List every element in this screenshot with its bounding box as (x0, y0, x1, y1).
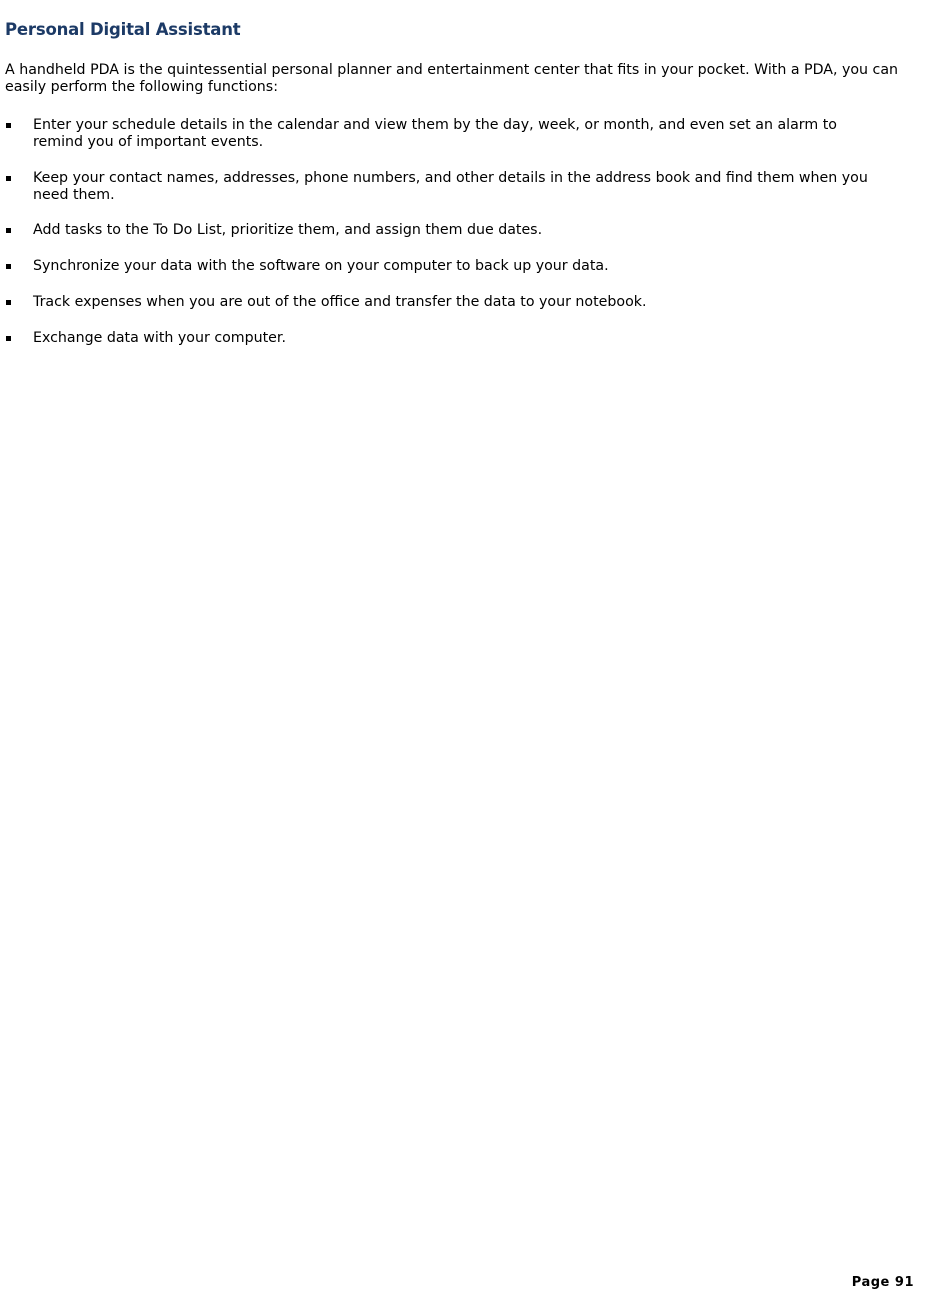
square-bullet-icon (6, 176, 11, 181)
list-item-text: Track expenses when you are out of the office and transfer the data to your notebook. (33, 294, 647, 310)
list-item-text: Enter your schedule details in the calendar and view them by the day, week, or month, and even set an alarm to remind you of important events. (33, 117, 837, 150)
list-item-text: Keep your contact names, addresses, phone numbers, and other details in the address book and find them when you need them. (33, 170, 868, 203)
square-bullet-icon (6, 264, 11, 269)
list-item-text: Exchange data with your computer. (33, 330, 286, 346)
square-bullet-icon (6, 300, 11, 305)
list-item-text: Add tasks to the To Do List, prioritize them, and assign them due dates. (33, 222, 543, 238)
list-item-text: Synchronize your data with the software on your computer to back up your data. (33, 258, 609, 274)
page-title: Personal Digital Assistant (5, 20, 241, 39)
square-bullet-icon (6, 123, 11, 128)
square-bullet-icon (6, 336, 11, 341)
intro-paragraph: A handheld PDA is the quintessential personal planner and entertainment center that fits in your pocket. With a PDA, you can easily perform the following functions: (5, 62, 899, 95)
square-bullet-icon (6, 228, 11, 233)
page-number: Page 91 (851, 1275, 914, 1290)
